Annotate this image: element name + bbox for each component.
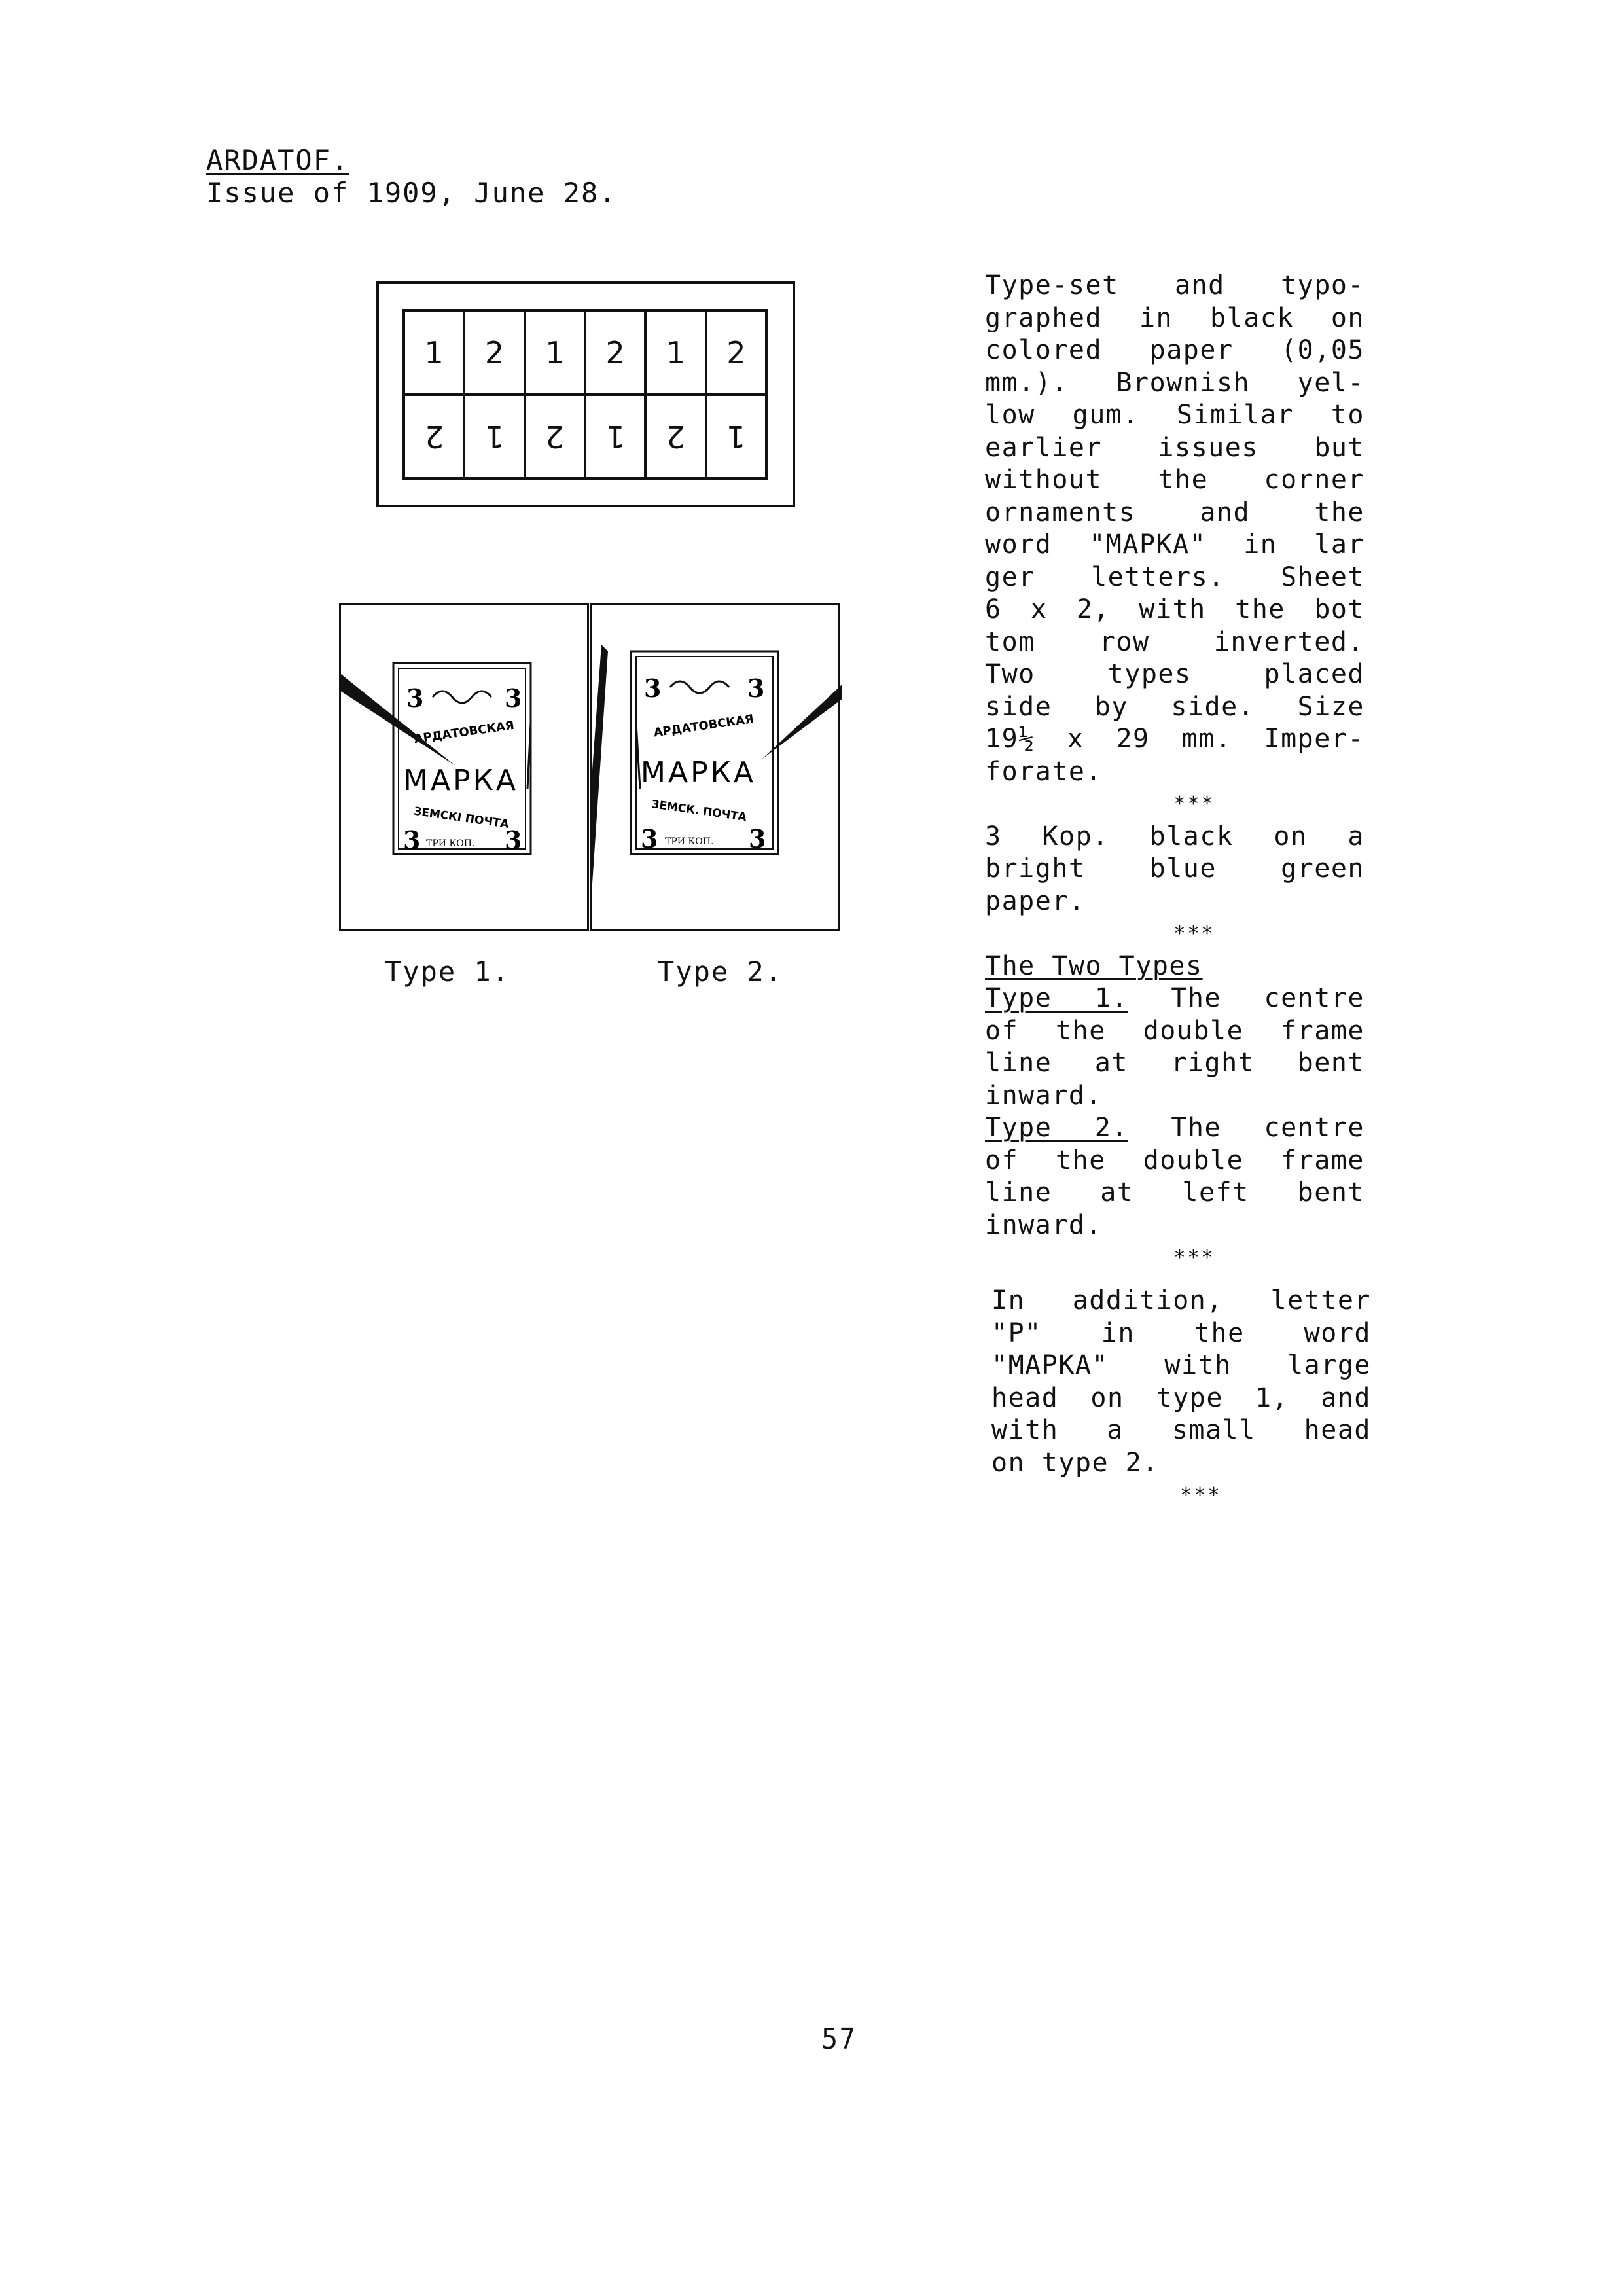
place-title: ARDATOF.: [206, 144, 349, 176]
desc-line: on type 2.: [991, 1447, 1159, 1478]
desc-line: paper.: [985, 886, 1086, 916]
caption-type2: Type 2.: [658, 956, 783, 988]
sheet-grid: [402, 309, 768, 480]
sheet-cell-inverted: 1: [706, 395, 766, 478]
desc-line: inward.: [985, 1080, 1103, 1111]
desc-line: mm.). Brownish yel-: [985, 367, 1364, 398]
separator-stars: ***: [1173, 1246, 1215, 1269]
numeral-top-right: 3: [505, 683, 522, 713]
desc-line: 19½ x 29 mm. Imper-: [985, 724, 1364, 754]
sheet-cell: 1: [404, 311, 464, 395]
sheet-cell: 1: [645, 311, 705, 395]
desc-line: without the corner: [985, 465, 1364, 495]
desc-line: colored paper (0,05: [985, 335, 1364, 365]
desc-line: with a small head: [991, 1415, 1371, 1445]
numeral-top-left: 3: [644, 673, 662, 703]
desc-line: 6 x 2, with the bot: [985, 594, 1364, 624]
desc-line: ger letters. Sheet: [985, 562, 1364, 592]
stamp-arc-bottom: ЗЕМСК. ПОЧТА: [651, 798, 747, 825]
page-number: 57: [821, 2022, 857, 2056]
caption-type1: Type 1.: [385, 956, 510, 988]
separator-stars: ***: [1180, 1484, 1222, 1507]
desc-line: Type-set and typo-: [985, 270, 1364, 300]
ornament-icon: [433, 691, 491, 703]
desc-line: line at left bent: [985, 1177, 1364, 1208]
stamp-type1-drawing: [341, 605, 591, 933]
pointer-wedge-icon: [592, 645, 608, 893]
desc-line: low gum. Similar to: [985, 400, 1364, 430]
numeral-bottom-right: 3: [749, 824, 766, 853]
sheet-cell-inverted: 2: [404, 395, 464, 478]
desc-line: "P" in the word: [991, 1318, 1371, 1348]
numeral-bottom-left: 3: [641, 824, 658, 853]
sheet-cell-inverted: 1: [585, 395, 645, 478]
desc-line: word "MAPKA" in lar: [985, 529, 1364, 560]
pointer-wedge-icon: [762, 671, 842, 759]
sheet-cell: 2: [706, 311, 766, 395]
type1-label: Type 1.: [985, 983, 1128, 1013]
sheet-cell: 2: [464, 311, 524, 395]
stamp-arc-bottom: ЗЕМСКІ ПОЧТА: [413, 804, 510, 831]
stamp-arc-top: АРДАТОВСКАЯ: [652, 712, 755, 740]
sheet-cell-inverted: 2: [525, 395, 585, 478]
desc-line: ornaments and the: [985, 497, 1364, 528]
desc-line: earlier issues but: [985, 432, 1364, 463]
sheet-diagram: [376, 281, 795, 507]
stamp-arc-top: АРДАТОВСКАЯ: [413, 718, 516, 747]
desc-line: line at right bent: [985, 1048, 1364, 1078]
desc-line: tom row inverted.: [985, 626, 1364, 657]
description-column: [985, 270, 1364, 1274]
desc-line: In addition, letter: [991, 1285, 1371, 1316]
desc-line: inward.: [985, 1210, 1103, 1240]
sheet-cell: 2: [585, 311, 645, 395]
separator-stars: ***: [1173, 922, 1215, 945]
numeral-top-right: 3: [747, 673, 765, 703]
stamp-type1: [339, 603, 589, 931]
stamp-marka: МАРКА: [641, 756, 756, 789]
numeral-top-left: 3: [406, 683, 424, 713]
stamp-tri-kop: ТРИ КОП.: [665, 836, 714, 847]
stamp-marka: МАРКА: [403, 764, 518, 797]
sheet-cell-inverted: 2: [645, 395, 705, 478]
desc-line: forate.: [985, 756, 1103, 787]
separator-stars: ***: [1173, 793, 1215, 816]
desc-line: of the double frame: [985, 1015, 1364, 1046]
type2-first-line: Type 2. The centre: [985, 1113, 1365, 1143]
stamp-illustration: [339, 603, 840, 931]
desc-line: Two types placed: [985, 659, 1364, 689]
stamp-type2-drawing: [592, 605, 842, 933]
stamp-type2: [590, 603, 840, 931]
type2-label: Type 2.: [985, 1113, 1128, 1143]
page-heading: [206, 144, 617, 209]
ornament-icon: [670, 681, 729, 693]
desc-line: side by side. Size: [985, 691, 1364, 722]
stamp-tri-kop: ТРИ КОП.: [426, 838, 475, 849]
desc-line: graphed in black on: [985, 302, 1364, 333]
desc-line: "MAPKA" with large: [991, 1350, 1371, 1380]
sheet-cell: 1: [525, 311, 585, 395]
types-heading: The Two Types: [985, 950, 1203, 981]
numeral-bottom-right: 3: [505, 825, 522, 855]
desc-line: head on type 1, and: [991, 1382, 1371, 1413]
addition-paragraph: [991, 1285, 1371, 1512]
desc-line: bright blue green: [985, 853, 1364, 884]
issue-date: Issue of 1909, June 28.: [206, 177, 617, 209]
sheet-cell-inverted: 1: [464, 395, 524, 478]
type1-first-line: Type 1. The centre: [985, 983, 1365, 1013]
numeral-bottom-left: 3: [403, 825, 421, 855]
desc-line: 3 Kop. black on a: [985, 821, 1364, 852]
desc-line: of the double frame: [985, 1145, 1364, 1175]
